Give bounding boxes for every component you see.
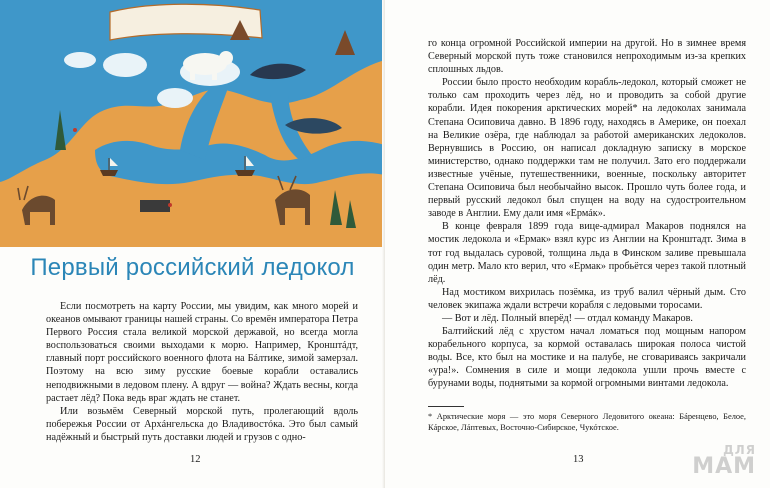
paragraph: Балтийский лёд с хрустом начал ломаться под мощным напором корабельного корпуса, за кормой оставалась широкая полоса чистой воды. Все, кто был на мостике и на палубе, не сговариваясь закричали «ура!». Сомнения в силе и мощи ледокола ушли прочь вместе с бурунами воды, поднятыми за кормой огромными винтами ледокола. bbox=[428, 326, 746, 390]
page-number-left: 12 bbox=[190, 454, 201, 465]
paragraph: Над мостиком вихрилась позёмка, из труб валил чёрный дым. Сто человек экипажа ждали встречи корабля с ледовыми торосами. bbox=[428, 286, 746, 311]
paragraph-continuation: го конца огромной Российской империи на другой. Но в зимнее время Северный морской путь тоже становился непроходимым из-за крепких сплошных льдов. bbox=[428, 38, 746, 76]
watermark-top: ДЛЯ bbox=[723, 443, 756, 457]
northern-sea-route-map bbox=[0, 0, 385, 247]
right-page-text bbox=[428, 37, 746, 391]
watermark-logo bbox=[692, 444, 756, 478]
left-page-text bbox=[46, 300, 358, 444]
watermark-bottom: МАМ bbox=[692, 454, 756, 479]
map-illustration bbox=[0, 0, 385, 247]
paragraph: В конце февраля 1899 года вице-адмирал Макаров поднялся на мостик ледокола и «Ермак» взял курс из Англии на Кронштадт. Зима в тот год выдалась суровой, толщина льда в Финском заливе превышала один метр. Мало кто верил, что «Ермак» пробьётся через такой плотный лёд. bbox=[428, 221, 746, 285]
paragraph: Если посмотреть на карту России, мы увидим, как много морей и океанов омывают границы нашей страны. Со времён императора Петра Первого Россия стала великой морской державой, но всегда могла воспользоваться своими выходами к морю. Например, Кронштáдт, главный порт российского военного флота на Бáлтике, зимой замерзал. Поэтому на всю зиму русские боевые корабли оставались неподвижными в ледовом плену. А вдруг — война? Ждать весны, когда растает лёд? Пока ведь враг ждать не станет. bbox=[46, 301, 358, 404]
footnote-divider bbox=[428, 406, 464, 407]
paragraph: Или возьмём Северный морской путь, пролегающий вдоль побережья России от Архáнгельска до Владивостóка. Это был самый надёжный и быстрый путь доставки людей и грузов с одно- bbox=[46, 405, 358, 443]
chapter-title: Первый российский ледокол bbox=[30, 254, 355, 281]
paragraph: — Вот и лёд. Полный вперёд! — отдал команду Макаров. bbox=[442, 312, 693, 324]
page-number-right: 13 bbox=[573, 454, 584, 465]
paragraph: России было просто необходим корабль-ледокол, который сможет не только сам проходить через лёд, но и проводить за собой другие корабли. Идея покорения арктических морей* на ледоколах занимала Степана Осиповича давно. В 1896 году, находясь в Америке, он поехал на Великие озёра, где наблюдал за работой американских ледоколов. Вернувшись в Россию, он написал докладную записку в морское министерство, однако поддержки там не получил. Зато его поддержали известные учёные, путешественники, военные, поскольку авторитет Степана Осиповича был необычайно высок. Прошло чуть более года, и первый русский ледокол был спущен на воду на судостроительном заводе в Англии. Ему дали имя «Ермáк». bbox=[428, 77, 746, 220]
footnote: * Арктические моря — это моря Северного Ледовитого океана: Бáренцево, Белое, Кáрское, Лáптевых, Восточно-Сибирское, Чукóтское. bbox=[428, 412, 746, 432]
